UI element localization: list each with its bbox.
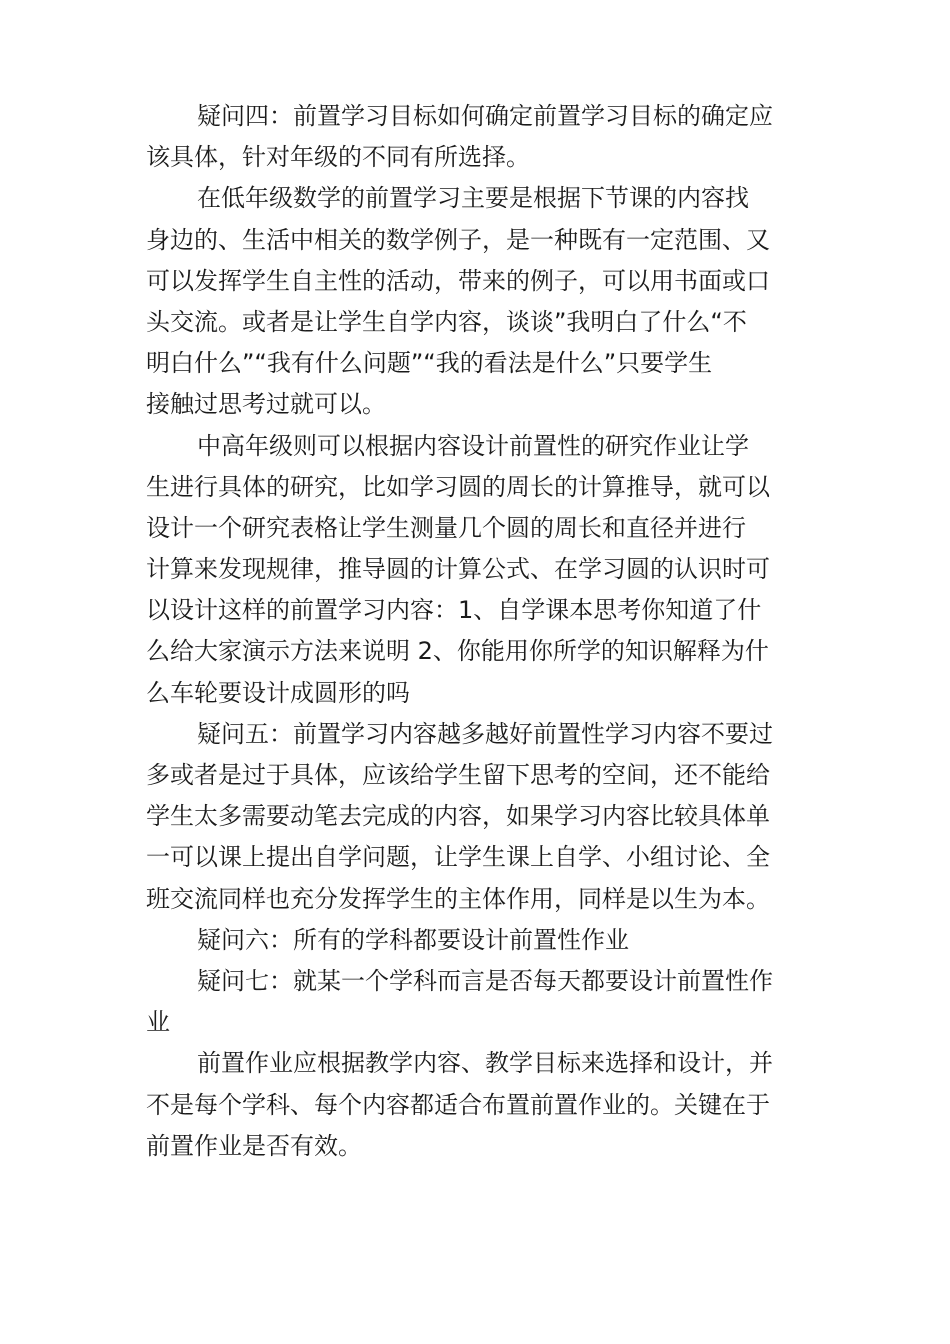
document-body (146, 96, 808, 1167)
text-line: 疑问六：所有的学科都要设计前置性作业 (197, 925, 629, 954)
text-line: 一可以课上提出自学问题，让学生课上自学、小组讨论、全 (146, 843, 770, 872)
text-line: 疑问四：前置学习目标如何确定前置学习目标的确定应 (197, 102, 773, 130)
text-line: 多或者是过于具体，应该给学生留下思考的空间，还不能给 (146, 761, 770, 789)
text-line: 头交流。或者是让学生自学内容，谈谈”我明白了什么“不 (146, 307, 747, 336)
text-line: 生进行具体的研究，比如学习圆的周长的计算推导，就可以 (146, 472, 770, 501)
text-line: 疑问七：就某一个学科而言是否每天都要设计前置性作 (197, 966, 773, 995)
text-line: 计算来发现规律，推导圆的计算公式、在学习圆的认识时可 (146, 555, 770, 584)
text-line: 该具体，针对年级的不同有所选择。 (146, 143, 530, 172)
text-line: 中高年级则可以根据内容设计前置性的研究作业让学 (197, 431, 749, 460)
text-line: 不是每个学科、每个内容都适合布置前置作业的。关键在于 (146, 1090, 770, 1119)
text-line: 么给大家演示方法来说明 2、你能用你所学的知识解释为什 (146, 637, 769, 666)
text-line: 班交流同样也充分发挥学生的主体作用，同样是以生为本。 (146, 884, 770, 913)
text-line: 前置作业是否有效。 (146, 1131, 362, 1160)
text-line: 明白什么”“我有什么问题”“我的看法是什么”只要学生 (146, 349, 713, 378)
text-line: 可以发挥学生自主性的活动，带来的例子，可以用书面或口 (146, 266, 770, 295)
text-line: 身边的、生活中相关的数学例子，是一种既有一定范围、又 (146, 225, 770, 254)
text-line: 学生太多需要动笔去完成的内容，如果学习内容比较具体单 (146, 802, 770, 831)
text-line: 疑问五：前置学习内容越多越好前置性学习内容不要过 (197, 719, 773, 748)
text-line: 前置作业应根据教学内容、教学目标来选择和设计，并 (197, 1049, 773, 1078)
text-line: 么车轮要设计成圆形的吗 (146, 678, 410, 707)
text-line: 业 (146, 1008, 170, 1037)
text-line: 以设计这样的前置学习内容：1、自学课本思考你知道了什 (146, 596, 762, 625)
text-line: 接触过思考过就可以。 (146, 390, 386, 419)
text-line: 设计一个研究表格让学生测量几个圆的周长和直径并进行 (146, 513, 746, 542)
text-line: 在低年级数学的前置学习主要是根据下节课的内容找 (197, 184, 749, 213)
